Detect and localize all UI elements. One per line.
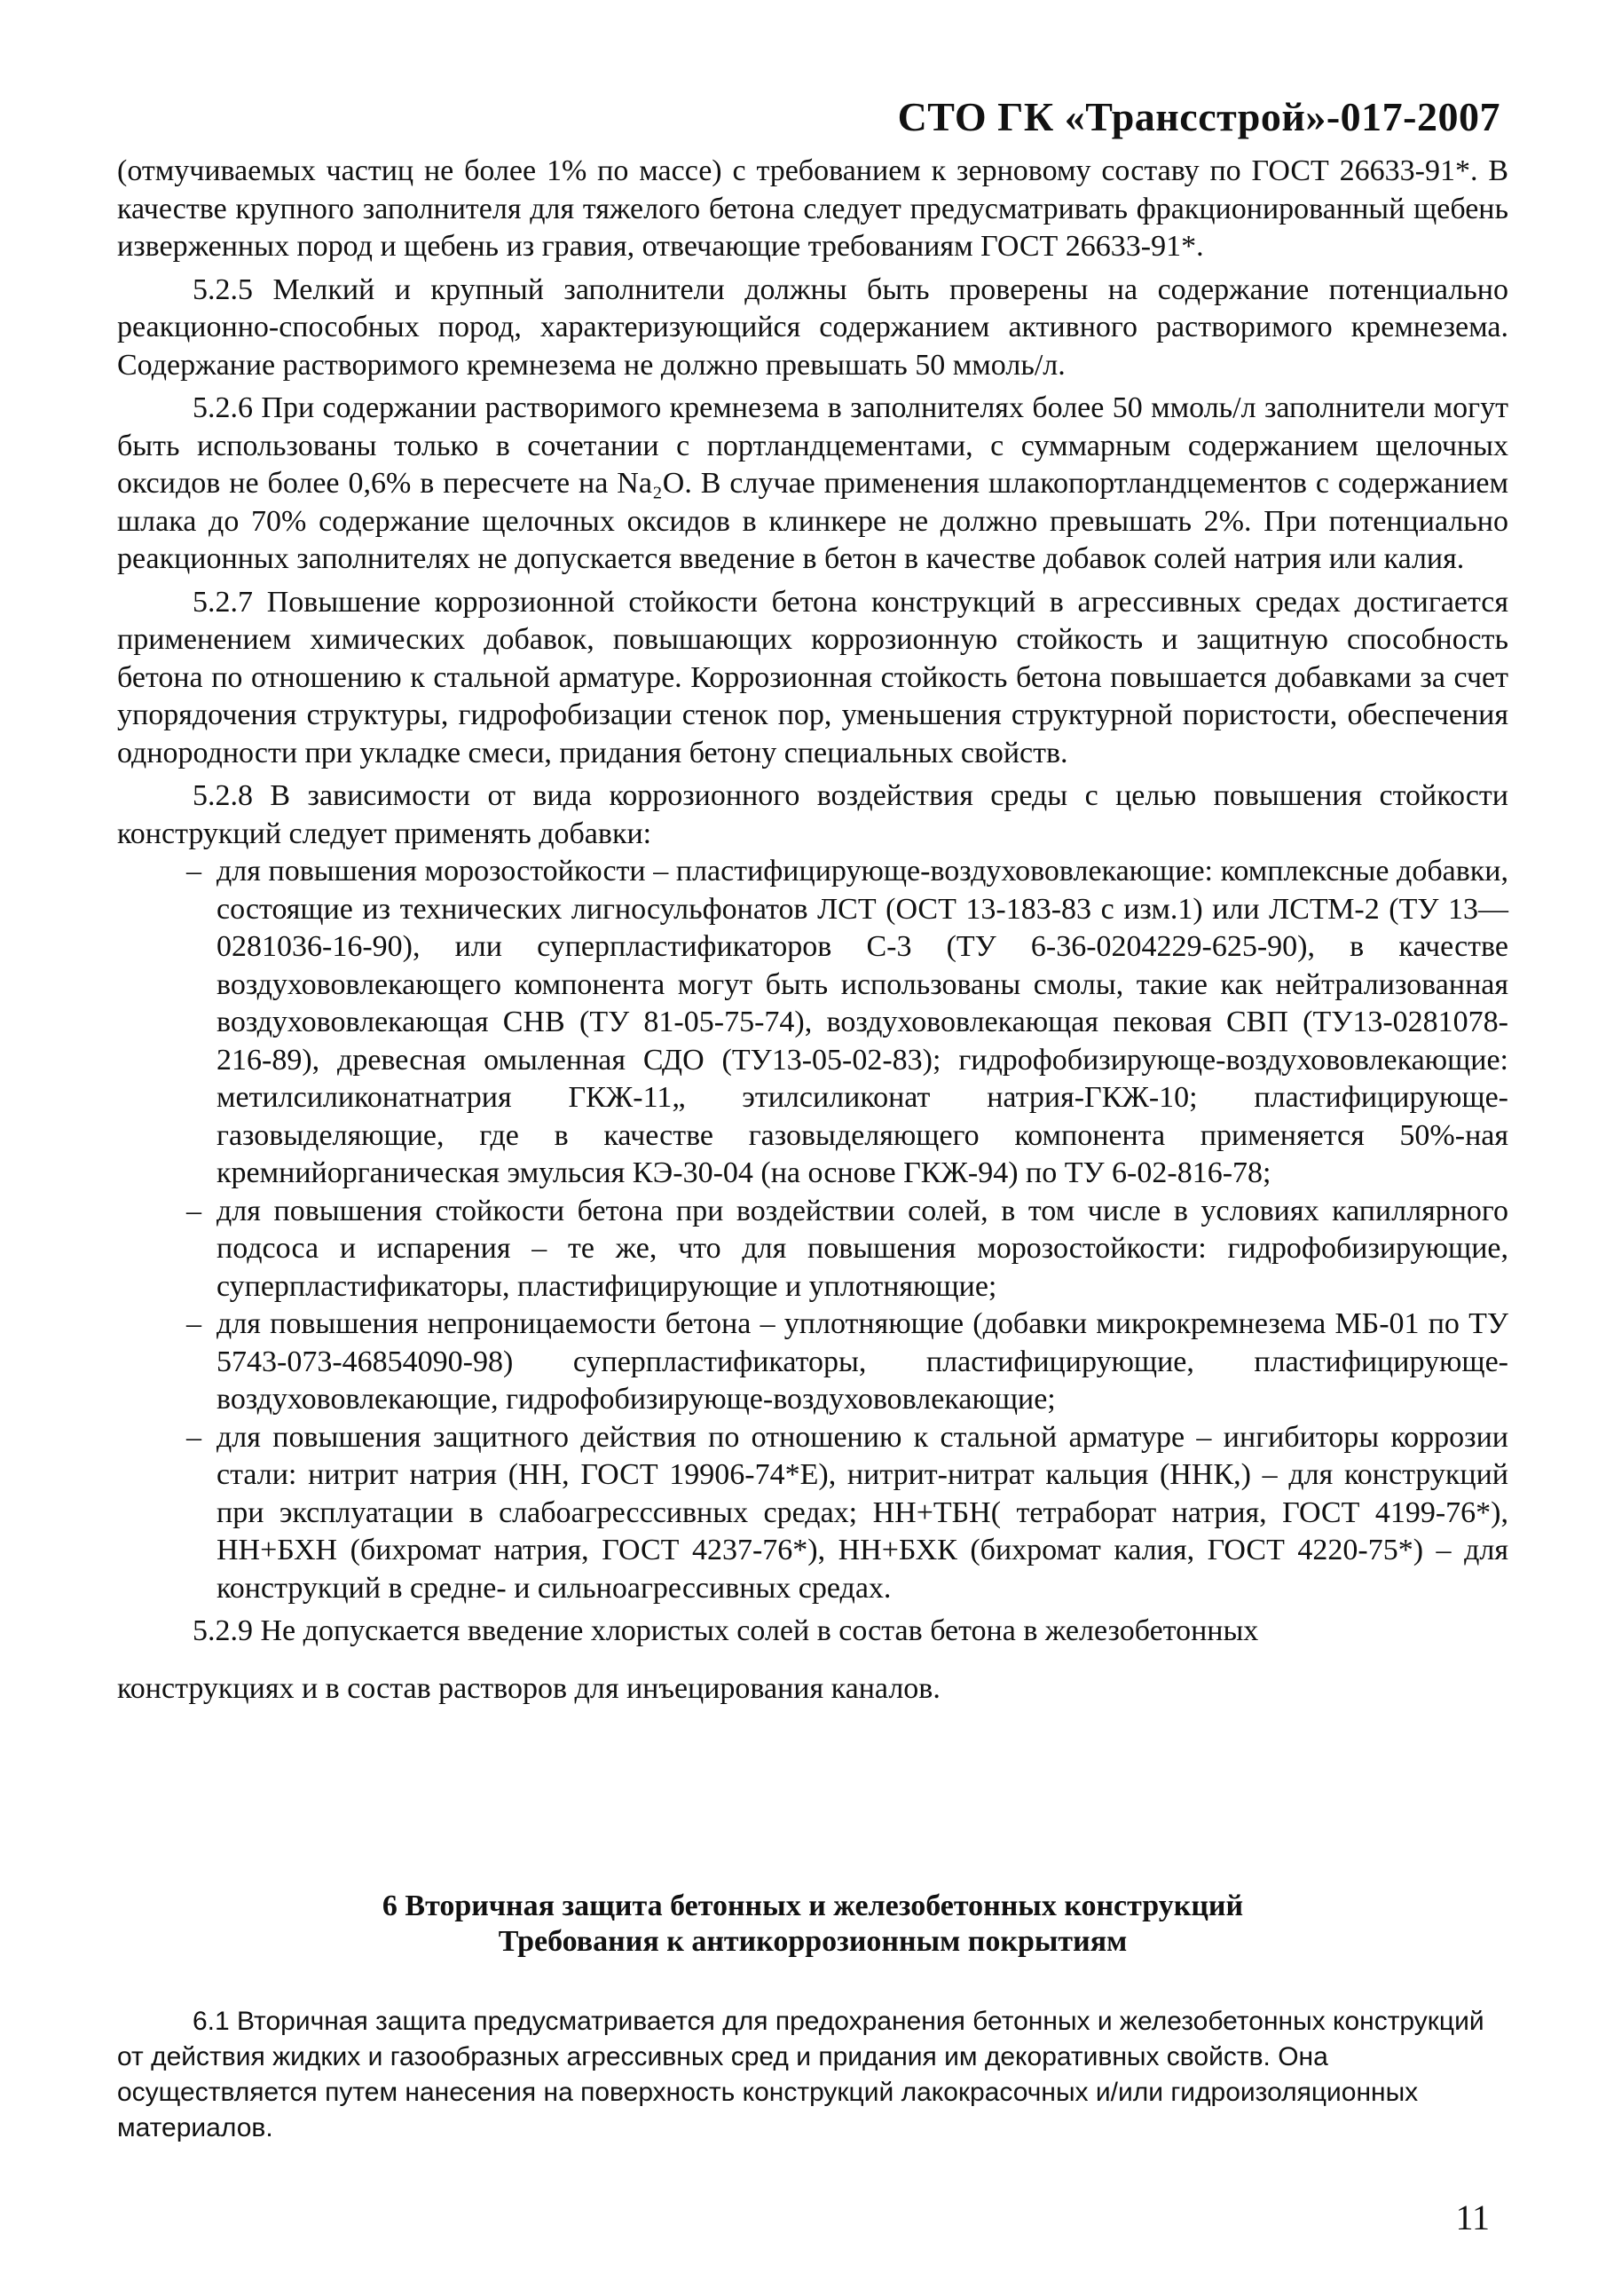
paragraph-continuation: (отмучиваемых частиц не более 1% по массе) с требованием к зерновому составу по ГОСТ 26633-91*. В качестве крупного заполнителя для тяжелого бетона следует предусматривать фракционированный щебень изверженных пород и щебень из гравия, отвечающие требованиям ГОСТ 26633-91*.	[117, 154, 1508, 263]
section-title: 6 Вторичная защита бетонных и железобетонных конструкций	[382, 1890, 1244, 1922]
list-item-text: для повышения защитного действия по отношению к стальной арматуре – ингибиторы коррозии стали: нитрит натрия (НН, ГОСТ 19906-74*Е), нитрит-нитрат кальция (ННК,) – для конструкций при эксплуатации в слабоагресссивных средах; НН+ТБН( тетраборат натрия, ГОСТ 4199-76*), НН+БХН (бихромат натрия, ГОСТ 4237-76*), НН+БХК (бихромат калия, ГОСТ 4220-75*) – для конструкций в средне- и сильноагрессивных средах.	[216, 1420, 1508, 1605]
paragraph-6-1: 6.1 Вторичная защита предусматривается для предохранения бетонных и железобетонных конструкций от действия жидких и газообразных агрессивных сред и придания им декоративных свойств. Она осуществляется путем нанесения на поверхность конструкций лакокрасочных и/или гидроизоляционных материалов.	[117, 2007, 1484, 2142]
dash-bullet: –	[186, 1307, 201, 1340]
paragraph-5-2-5: 5.2.5 Мелкий и крупный заполнители должны быть проверены на содержание потенциально реакционно-способных пород, характеризующийся содержанием активного растворимого кремнезема. Содержание растворимого кремнезема не должно превышать 50 ммоль/л.	[117, 272, 1508, 382]
list-item	[186, 1193, 1508, 1306]
list-item-text: для повышения непроницаемости бетона – уплотняющие (добавки микрокремнезема МБ-01 по ТУ 5743-073-46854090-98) суперпластификаторы, пластифицирующие, пластифицирующе-воздухововлекающие, гидрофобизирующе-воздухововлекающие;	[216, 1307, 1508, 1416]
section-6-body	[117, 2004, 1508, 2146]
dash-bullet: –	[186, 855, 201, 888]
paragraph-5-2-6: 5.2.6 При содержании растворимого кремнезема в заполнителях более 50 ммоль/л заполнители могут быть использованы только в сочетании с портландцементами, с суммарным содержанием щелочных оксидов не более 0,6% в пересчете на Na₂O. В случае применения шлакопортландцементов с содержанием шлака до 70% содержание щелочных оксидов в клинкере не должно превышать 2%. При потенциально реакционных заполнителях не допускается введение в бетон в качестве добавок солей натрия или калия.	[117, 391, 1508, 575]
paragraph-5-2-8: 5.2.8 В зависимости от вида коррозионного воздействия среды с целью повышения стойкости конструкций следует применять добавки:	[117, 779, 1508, 850]
paragraph-5-2-9-continuation: конструкциях и в состав растворов для инъецирования каналов.	[117, 1671, 941, 1705]
list-item	[186, 853, 1508, 1193]
dash-bullet: –	[186, 1194, 201, 1227]
list-item-text: для повышения стойкости бетона при воздействии солей, в том числе в условиях капиллярного подсоса и испарения – те же, что для повышения морозостойкости: гидрофобизирующие, суперпластификаторы, пластифицирующие и уплотняющие;	[216, 1194, 1508, 1303]
additives-list	[117, 853, 1508, 1607]
list-item	[186, 1419, 1508, 1608]
main-text	[117, 153, 1508, 1708]
document-header: СТО ГК «Трансстрой»-017-2007	[897, 94, 1500, 139]
list-item-text: для повышения морозостойкости – пластифицирующе-воздухововлекающие: комплексные добавки, состоящие из технических лигносульфонатов ЛСТ (ОСТ 13-183-83 с изм.1) или ЛСТМ-2 (ТУ 13—0281036-16-90), или суперпластификаторов С-3 (ТУ 6-36-0204229-625-90), в качестве воздухововлекающего компонента могут быть использованы смолы, такие как нейтрализованная воздухововлекающая СНВ (ТУ 81-05-75-74), воздухововлекающая пековая СВП (ТУ13-0281078-216-89), древесная омыленная СДО (ТУ13-05-02-83); гидрофобизирующе-воздухововлекающие: метилсиликонатнатрия ГКЖ-11„ этилсиликонат натрия-ГКЖ-10; пластифицирующе-газовыделяющие, где в качестве газовыделяющего компонента применяется 50%-ная кремнийорганическая эмульсия КЭ-30-04 (на основе ГКЖ-94) по ТУ 6-02-816-78;	[216, 855, 1508, 1189]
section-subtitle: Требования к антикоррозионным покрытиям	[498, 1925, 1128, 1958]
paragraph-5-2-7: 5.2.7 Повышение коррозионной стойкости бетона конструкций в агрессивных средах достигается применением химических добавок, повышающих коррозионную стойкость и защитную способность бетона по отношению к стальной арматуре. Коррозионная стойкость бетона повышается добавками за счет упорядочения структуры, гидрофобизации стенок пор, уменьшения структурной пористости, обеспечения однородности при укладке смеси, придания бетону специальных свойств.	[117, 585, 1508, 769]
page-number: 11	[1455, 2197, 1490, 2237]
list-item	[186, 1306, 1508, 1419]
paragraph-5-2-9: 5.2.9 Не допускается введение хлористых солей в состав бетона в железобетонных	[193, 1614, 1259, 1647]
dash-bullet: –	[186, 1420, 201, 1454]
section-6-heading	[117, 1889, 1508, 1960]
